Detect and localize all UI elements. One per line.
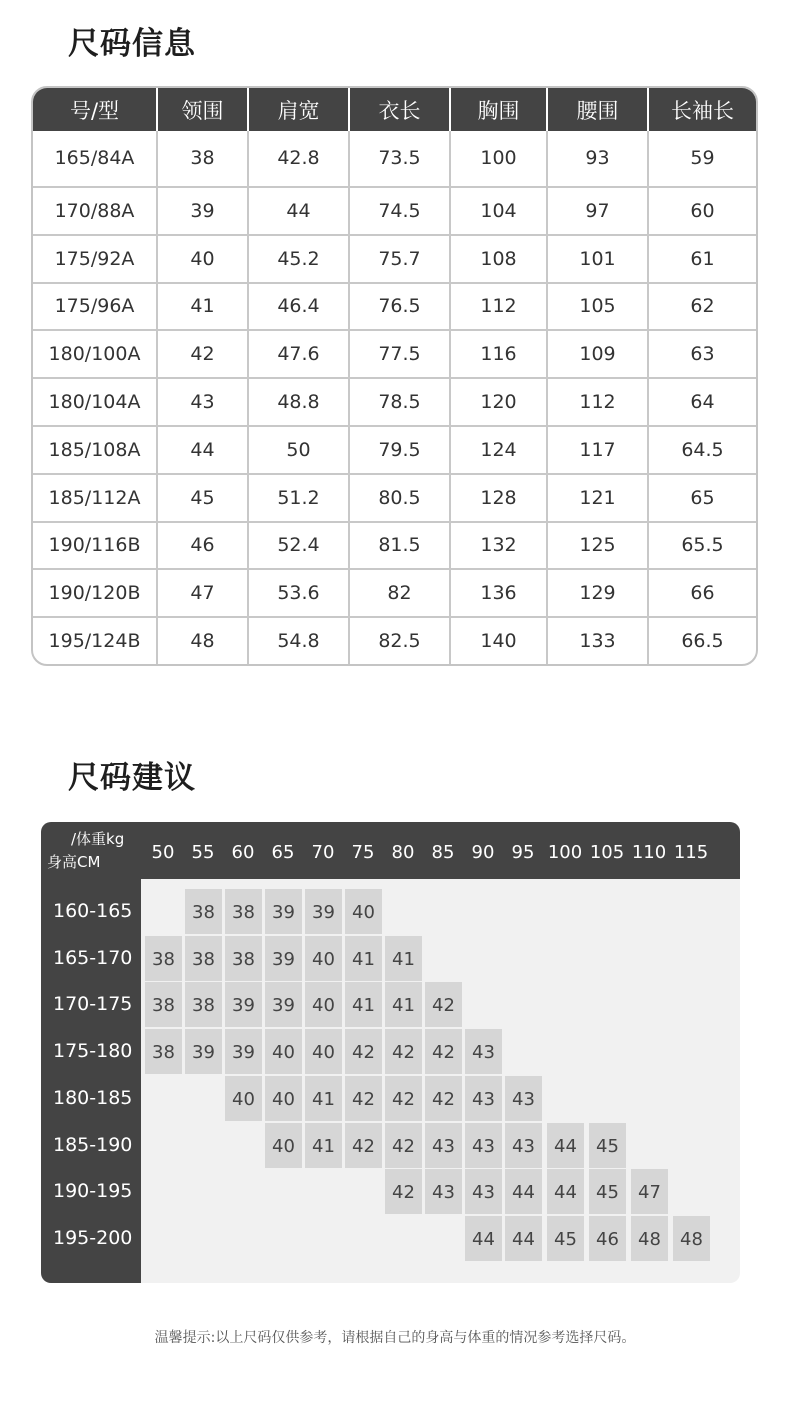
- recommended-size-cell: 41: [345, 982, 382, 1027]
- size-code-cell: 175/96A: [33, 283, 157, 331]
- size-code-cell: 170/88A: [33, 187, 157, 235]
- height-row-header: [41, 879, 141, 1283]
- recommended-size-cell: 43: [505, 1123, 542, 1168]
- recommended-size-cell: 39: [225, 982, 262, 1027]
- measurement-cell: 38: [157, 131, 248, 187]
- size-code-cell: 175/92A: [33, 235, 157, 283]
- measurement-cell: 105: [547, 283, 648, 331]
- column-header: 腰围: [547, 88, 648, 131]
- recommended-size-cell: 43: [465, 1123, 502, 1168]
- measurement-cell: 140: [450, 617, 547, 664]
- measurement-cell: 61: [648, 235, 756, 283]
- weight-column-label: 80: [391, 842, 415, 863]
- recommended-size-cell: 42: [385, 1076, 422, 1121]
- measurement-cell: 81.5: [349, 522, 450, 570]
- recommended-size-cell: 38: [145, 982, 182, 1027]
- measurement-cell: 82: [349, 569, 450, 617]
- measurement-cell: 125: [547, 522, 648, 570]
- recommended-size-cell: 40: [265, 1123, 302, 1168]
- measurement-cell: 66.5: [648, 617, 756, 664]
- table-row: [33, 378, 756, 426]
- height-row-label: 180-185: [53, 1086, 133, 1109]
- measurement-cell: 44: [248, 187, 349, 235]
- measurement-cell: 128: [450, 474, 547, 522]
- recommended-size-cell: 42: [345, 1123, 382, 1168]
- measurement-cell: 109: [547, 330, 648, 378]
- recommended-size-cell: 42: [385, 1123, 422, 1168]
- column-header: 长袖长: [648, 88, 756, 131]
- measurement-cell: 129: [547, 569, 648, 617]
- measurement-cell: 77.5: [349, 330, 450, 378]
- measurement-cell: 136: [450, 569, 547, 617]
- table-row: [33, 617, 756, 664]
- recommended-size-cell: 43: [465, 1029, 502, 1074]
- recommended-size-cell: 40: [305, 1029, 342, 1074]
- height-row-label: 175-180: [53, 1040, 133, 1063]
- recommended-size-cell: 46: [589, 1216, 626, 1261]
- recommended-size-cell: 44: [505, 1169, 542, 1214]
- recommended-size-cell: 38: [185, 936, 222, 981]
- size-recommendation-grid: [41, 822, 740, 1283]
- size-code-cell: 180/100A: [33, 330, 157, 378]
- weight-column-label: 110: [631, 842, 667, 863]
- size-code-cell: 165/84A: [33, 131, 157, 187]
- measurement-cell: 52.4: [248, 522, 349, 570]
- measurement-cell: 97: [547, 187, 648, 235]
- weight-column-label: 65: [271, 842, 295, 863]
- size-recommendation-title: 尺码建议: [68, 760, 196, 796]
- weight-column-label: 60: [231, 842, 255, 863]
- recommended-size-cell: 38: [225, 936, 262, 981]
- recommended-size-cell: 38: [225, 889, 262, 934]
- measurement-cell: 108: [450, 235, 547, 283]
- recommended-size-cell: 41: [305, 1076, 342, 1121]
- recommended-size-cell: 44: [547, 1123, 584, 1168]
- weight-column-label: 55: [191, 842, 215, 863]
- weight-column-label: 105: [589, 842, 625, 863]
- recommended-size-cell: 45: [589, 1169, 626, 1214]
- corner-height-label: 身高CM: [47, 853, 101, 871]
- measurement-cell: 132: [450, 522, 547, 570]
- measurement-cell: 53.6: [248, 569, 349, 617]
- recommended-size-cell: 38: [185, 982, 222, 1027]
- measurement-cell: 42: [157, 330, 248, 378]
- measurement-cell: 93: [547, 131, 648, 187]
- recommended-size-cell: 43: [425, 1169, 462, 1214]
- size-info-title: 尺码信息: [68, 26, 196, 62]
- measurement-cell: 46: [157, 522, 248, 570]
- recommended-size-cell: 39: [305, 889, 342, 934]
- measurement-cell: 46.4: [248, 283, 349, 331]
- measurement-cell: 65: [648, 474, 756, 522]
- column-header: 衣长: [349, 88, 450, 131]
- measurement-cell: 44: [157, 426, 248, 474]
- recommended-size-cell: 43: [505, 1076, 542, 1121]
- column-header: 肩宽: [248, 88, 349, 131]
- measurement-cell: 54.8: [248, 617, 349, 664]
- recommended-size-cell: 40: [345, 889, 382, 934]
- column-header: 胸围: [450, 88, 547, 131]
- recommended-size-cell: 39: [185, 1029, 222, 1074]
- size-table-header-row: [33, 88, 756, 131]
- measurement-cell: 124: [450, 426, 547, 474]
- measurement-cell: 121: [547, 474, 648, 522]
- table-row: [33, 569, 756, 617]
- measurement-cell: 73.5: [349, 131, 450, 187]
- measurement-cell: 45: [157, 474, 248, 522]
- recommended-size-cell: 40: [265, 1076, 302, 1121]
- measurement-cell: 64.5: [648, 426, 756, 474]
- measurement-cell: 60: [648, 187, 756, 235]
- recommended-size-cell: 40: [265, 1029, 302, 1074]
- recommended-size-cell: 39: [225, 1029, 262, 1074]
- recommended-size-cell: 39: [265, 889, 302, 934]
- measurement-cell: 112: [450, 283, 547, 331]
- height-row-label: 165-170: [53, 946, 133, 969]
- recommended-size-cell: 44: [505, 1216, 542, 1261]
- measurement-cell: 79.5: [349, 426, 450, 474]
- column-header: 领围: [157, 88, 248, 131]
- weight-column-label: 95: [511, 842, 535, 863]
- measurement-cell: 116: [450, 330, 547, 378]
- recommended-size-cell: 38: [145, 936, 182, 981]
- height-row-label: 185-190: [53, 1133, 133, 1156]
- weight-column-label: 115: [673, 842, 709, 863]
- measurement-cell: 75.7: [349, 235, 450, 283]
- measurement-cell: 117: [547, 426, 648, 474]
- measurement-cell: 80.5: [349, 474, 450, 522]
- recommended-size-cell: 41: [305, 1123, 342, 1168]
- height-row-label: 190-195: [53, 1180, 133, 1203]
- table-row: [33, 426, 756, 474]
- table-row: [33, 283, 756, 331]
- table-row: [33, 187, 756, 235]
- recommended-size-cell: 45: [547, 1216, 584, 1261]
- recommended-size-cell: 39: [265, 982, 302, 1027]
- measurement-cell: 112: [547, 378, 648, 426]
- height-row-label: 195-200: [53, 1226, 133, 1249]
- measurement-cell: 64: [648, 378, 756, 426]
- recommended-size-cell: 43: [465, 1169, 502, 1214]
- recommended-size-cell: 45: [589, 1123, 626, 1168]
- recommended-size-cell: 41: [385, 982, 422, 1027]
- table-row: [33, 131, 756, 187]
- size-info-table: [31, 86, 758, 666]
- size-code-cell: 185/108A: [33, 426, 157, 474]
- measurement-cell: 74.5: [349, 187, 450, 235]
- measurement-cell: 59: [690, 147, 715, 170]
- recommended-size-cell: 42: [385, 1169, 422, 1214]
- recommended-size-cell: 40: [305, 982, 342, 1027]
- measurement-cell: 48: [157, 617, 248, 664]
- size-code-cell: 185/112A: [33, 474, 157, 522]
- table-row: [33, 330, 756, 378]
- measurement-cell: 48.8: [248, 378, 349, 426]
- footer-note: 温馨提示:以上尺码仅供参考，请根据自己的身高与体重的情况参考选择尺码。: [154, 1330, 636, 1346]
- recommended-size-cell: 42: [425, 1076, 462, 1121]
- measurement-cell: 39: [157, 187, 248, 235]
- recommended-size-cell: 42: [425, 982, 462, 1027]
- weight-column-label: 50: [151, 842, 175, 863]
- measurement-cell: 40: [157, 235, 248, 283]
- measurement-cell: 65.5: [648, 522, 756, 570]
- table-row: [33, 235, 756, 283]
- measurement-cell: 47: [157, 569, 248, 617]
- table-row: [33, 474, 756, 522]
- weight-column-label: 85: [431, 842, 455, 863]
- measurement-cell: 50: [248, 426, 349, 474]
- weight-column-label: 75: [351, 842, 375, 863]
- measurement-cell: 82.5: [349, 617, 450, 664]
- measurement-cell: 66: [648, 569, 756, 617]
- recommended-size-cell: 48: [631, 1216, 668, 1261]
- table-row: [33, 522, 756, 570]
- recommended-size-cell: 43: [425, 1123, 462, 1168]
- measurement-cell: 78.5: [349, 378, 450, 426]
- recommended-size-cell: 47: [631, 1169, 668, 1214]
- recommended-size-cell: 48: [673, 1216, 710, 1261]
- measurement-cell: 41: [157, 283, 248, 331]
- recommended-size-cell: 42: [345, 1076, 382, 1121]
- corner-weight-label: /体重kg: [71, 830, 125, 848]
- measurement-cell: 100: [450, 131, 547, 187]
- recommended-size-cell: 38: [185, 889, 222, 934]
- measurement-cell: 120: [450, 378, 547, 426]
- weight-column-label: 90: [471, 842, 495, 863]
- measurement-cell: 42.8: [248, 131, 349, 187]
- grid-corner-label: [41, 822, 141, 879]
- measurement-cell: 101: [547, 235, 648, 283]
- recommended-size-cell: 42: [345, 1029, 382, 1074]
- recommended-size-cell: 40: [305, 936, 342, 981]
- measurement-cell: 51.2: [248, 474, 349, 522]
- recommended-size-cell: 43: [465, 1076, 502, 1121]
- recommended-size-cell: 41: [345, 936, 382, 981]
- measurement-cell: 45.2: [248, 235, 349, 283]
- measurement-cell: 63: [648, 330, 756, 378]
- measurement-cell: 104: [450, 187, 547, 235]
- measurement-cell: 76.5: [349, 283, 450, 331]
- recommended-size-cell: 42: [385, 1029, 422, 1074]
- size-code-cell: 190/120B: [33, 569, 157, 617]
- recommended-size-cell: 44: [465, 1216, 502, 1261]
- height-row-label: 160-165: [53, 900, 133, 922]
- size-code-cell: 190/116B: [33, 522, 157, 570]
- weight-column-label: 70: [311, 842, 335, 863]
- recommended-size-cell: 38: [145, 1029, 182, 1074]
- weight-column-label: 100: [547, 842, 583, 863]
- recommended-size-cell: 41: [385, 936, 422, 981]
- recommended-size-cell: 44: [547, 1169, 584, 1214]
- measurement-cell: 47.6: [248, 330, 349, 378]
- size-table-body: [33, 131, 756, 664]
- measurement-cell: 62: [648, 283, 756, 331]
- recommended-size-cell: 42: [425, 1029, 462, 1074]
- recommended-size-cell: 40: [225, 1076, 262, 1121]
- column-header: 号/型: [33, 88, 157, 131]
- height-row-label: 170-175: [53, 993, 133, 1016]
- measurement-cell: 43: [157, 378, 248, 426]
- measurement-cell: 133: [547, 617, 648, 664]
- recommended-size-cell: 39: [265, 936, 302, 981]
- size-code-cell: 195/124B: [33, 617, 157, 664]
- size-code-cell: 180/104A: [33, 378, 157, 426]
